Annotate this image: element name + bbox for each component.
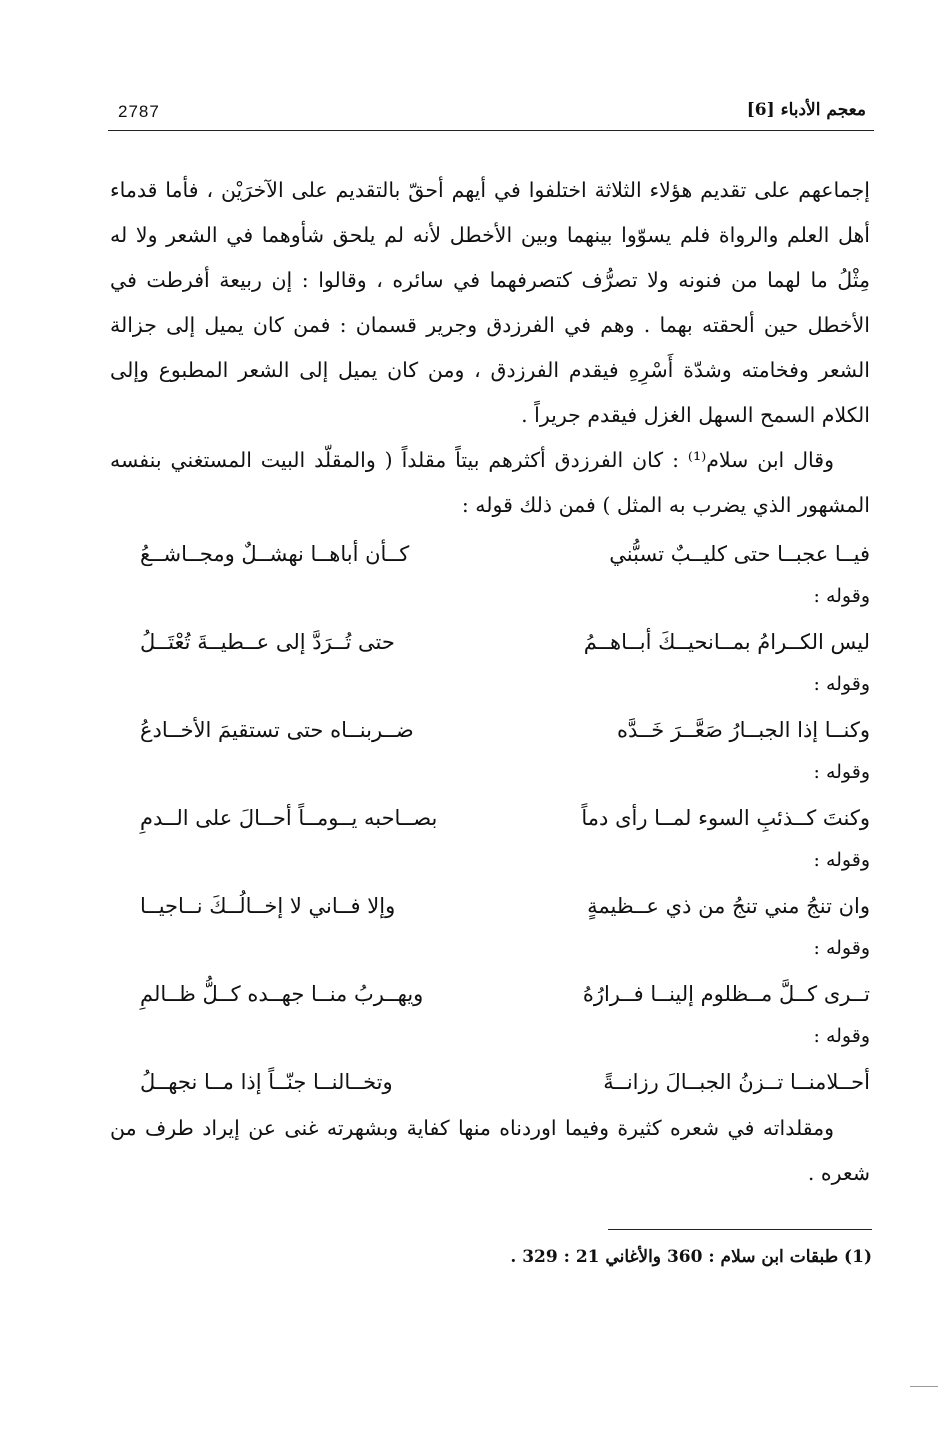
verse-5: [110, 882, 870, 930]
verse-2-first-hemistich: ليس الكــرامُ بمــانحيــكَ أبــاهــمُ: [583, 630, 870, 654]
verse-4-second-hemistich: بصــاحبه يــومــاً أحــالَ على الــدمِ: [140, 806, 438, 830]
footnote: (1) طبقات ابن سلام : 360 والأغاني 21 : 329 .: [510, 1247, 872, 1267]
verse-7-second-hemistich: وتخــالنــا جنّــاً إذا مــا نجهــلُ: [140, 1070, 393, 1094]
say-label-2: وقوله :: [813, 673, 870, 695]
verse-6-second-hemistich: ويهــربُ منــا جهــده كــلُّ ظــالمِ: [140, 982, 424, 1006]
paragraph-2: وقال ابن سلام⁽¹⁾ : كان الفرزدق أكثرهم بيتاً مقلداً ( والمقلّد البيت المستغني بنفسه المشهور الذي يضرب به المثل ) فمن ذلك قوله :: [110, 448, 870, 517]
footnote-divider: [608, 1229, 872, 1230]
verse-2-second-hemistich: حتى تُــرَدَّ إلى عــطيــةَ تُعْتَــلُ: [140, 630, 395, 654]
page-number: 2787: [118, 102, 160, 121]
verse-5-first-hemistich: وان تنجُ مني تنجُ من ذي عــظيمةٍ: [587, 894, 870, 918]
verse-1-second-hemistich: كــأن أباهــا نهشــلٌ ومجــاشــعُ: [140, 542, 410, 566]
closing-paragraph: ومقلداته في شعره كثيرة وفيما اوردناه منها كفاية وبشهرته غنى عن إيراد طرف من شعره .: [110, 1116, 870, 1185]
verse-5-second-hemistich: وإلا فــاني لا إخــالُــكَ نــاجيــا: [140, 894, 396, 918]
paragraph-1: إجماعهم على تقديم هؤلاء الثلاثة اختلفوا في أيهم أحقّ بالتقديم على الآخرَيْن ، فأما قدماء أهل العلم والرواة فلم يسوّوا بينهما وبين الأخطل لأنه لم يلحق شأوهما في الشعر ولا له مِثْلُ ما لهما من فنونه ولا تصرُّف كتصرفهما في سائره ، وقالوا : إن ربيعة أفرطت في الأخطل حين ألحقته بهما . وهم في الفرزدق وجرير قسمان : فمن كان يميل إلى جزالة الشعر وفخامته وشدّة أَسْرِهِ فيقدم الفرزدق ، ومن كان يميل إلى الشعر المطبوع وإلى الكلام السمح السهل الغزل فيقدم جريراً .: [110, 178, 870, 427]
say-label-3: وقوله :: [813, 761, 870, 783]
poem-verses: [110, 530, 870, 1106]
main-text: [110, 168, 870, 1196]
verse-6-first-hemistich: تــرى كــلَّ مــظلوم إلينــا فــرارُهُ: [582, 982, 870, 1006]
verse-7-first-hemistich: أحــلامنــا تــزنُ الجبــالَ رزانــةً: [603, 1070, 870, 1094]
verse-4-first-hemistich: وكنتَ كــذئبِ السوء لمــا رأى دماً: [581, 806, 870, 830]
verse-7: [110, 1058, 870, 1106]
header-divider: [108, 130, 874, 131]
say-label-5: وقوله :: [813, 937, 870, 959]
verse-2: [110, 618, 870, 666]
verse-3-second-hemistich: ضــربنــاه حتى تستقيمَ الأخــادعُ: [140, 718, 414, 742]
verse-1: [110, 530, 870, 578]
running-head: معجم الأدباء [6]: [746, 100, 866, 120]
verse-6: [110, 970, 870, 1018]
verse-4: [110, 794, 870, 842]
say-label-1: وقوله :: [813, 585, 870, 607]
say-label-4: وقوله :: [813, 849, 870, 871]
scan-edge-mark: [910, 1386, 938, 1387]
say-label-6: وقوله :: [813, 1025, 870, 1047]
verse-3-first-hemistich: وكنــا إذا الجبــارُ صَعَّــرَ خَــدَّه: [616, 718, 870, 742]
verse-3: [110, 706, 870, 754]
verse-1-first-hemistich: فيــا عجبــا حتى كليــبٌ تسبُّني: [609, 542, 870, 566]
